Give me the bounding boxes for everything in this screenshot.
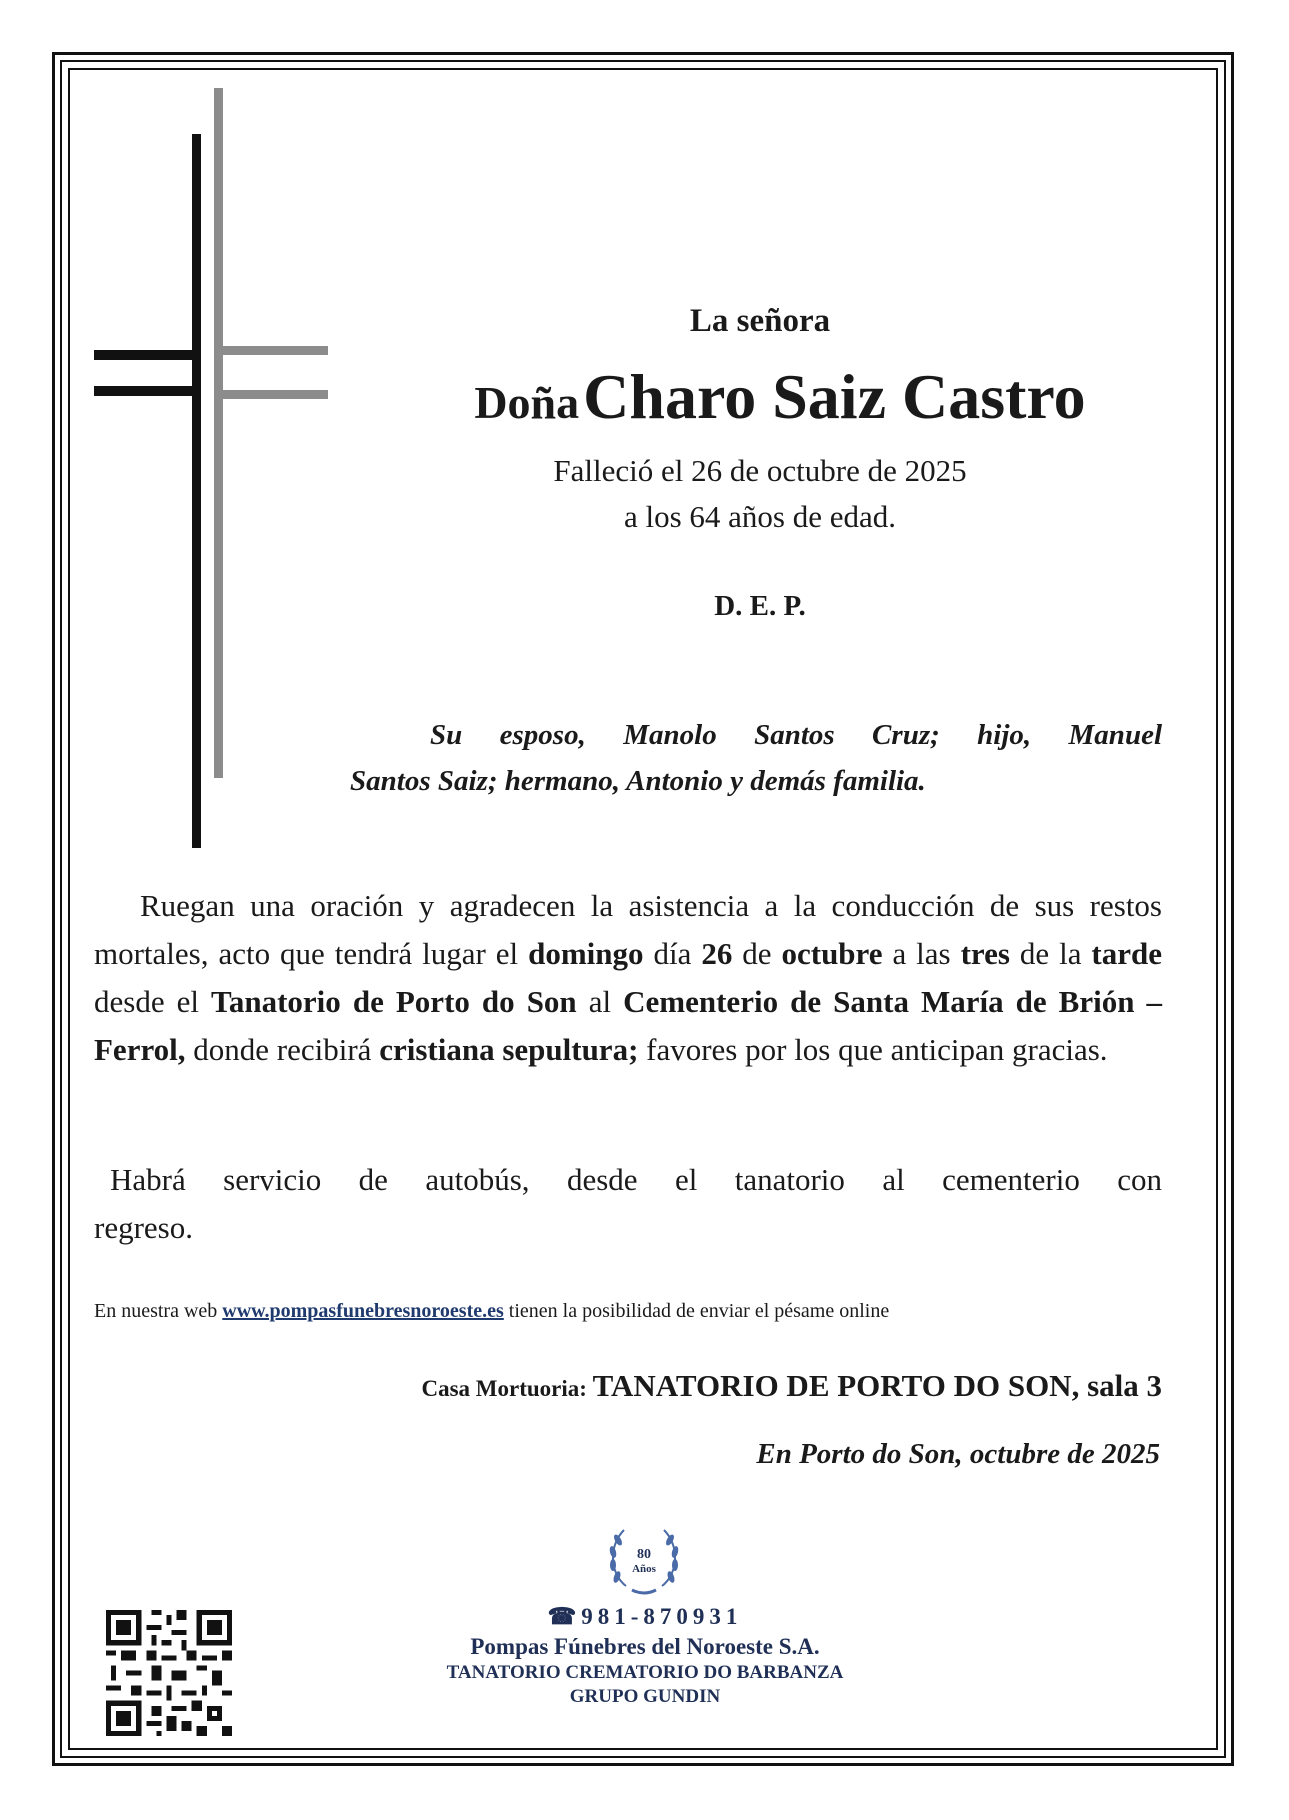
body-text: de (732, 936, 782, 971)
company-name: Pompas Fúnebres del Noroeste S.A. (470, 1634, 820, 1659)
place-date: En Porto do Son, octubre de 2025 (756, 1438, 1160, 1470)
phone-number: 981-870931 (581, 1604, 743, 1629)
website-link[interactable]: www.pompasfunebresnoroeste.es (222, 1300, 504, 1322)
family-line-1: Su esposo, Manolo Santos Cruz; hijo, Manuel (430, 719, 1162, 751)
body-bold: Cementerio de Santa María de Brión – Ferrol, (94, 984, 1162, 1067)
body-text: favores por los que anticipan gracias. (638, 1032, 1108, 1067)
bus-line-1: Habrá servicio de autobús, desde el tanatorio al cementerio con (110, 1162, 1162, 1197)
cross-icon (94, 88, 334, 848)
body-text: Ruegan una oración y agradecen la asistencia a la conducción de sus restos mortales, acto que tendrá lugar el (94, 888, 1162, 971)
anniversary-logo-icon (602, 1520, 686, 1598)
logo-number: 80 (637, 1547, 651, 1562)
dep-text: D. E. P. (714, 590, 806, 622)
body-text: día (643, 936, 702, 971)
body-bold: octubre (781, 936, 883, 971)
body-text: donde recibirá (185, 1032, 380, 1067)
name-prefix: Doña (474, 377, 580, 428)
web-suffix: tienen la posibilidad de enviar el pésame online (503, 1300, 890, 1322)
bus-line-2: regreso. (94, 1210, 193, 1245)
body-text: a las (882, 936, 961, 971)
body-text: al (576, 984, 624, 1019)
casa-value: TANATORIO DE PORTO DO SON, sala 3 (592, 1368, 1162, 1403)
body-text: de la (1009, 936, 1092, 971)
family-line-2: Santos Saiz; hermano, Antonio y demás familia. (350, 765, 926, 797)
body-text: desde el (94, 984, 212, 1019)
casa-label: Casa Mortuoria: (421, 1376, 593, 1401)
logo-word: Años (632, 1563, 656, 1575)
death-date: Falleció el 26 de octubre de 2025 (553, 453, 967, 488)
company-footer (340, 1604, 950, 1708)
title-small: La señora (689, 303, 831, 339)
casa-mortuoria (240, 1368, 1162, 1404)
death-info (420, 448, 1100, 540)
phone-line (340, 1604, 950, 1630)
body-bold: Tanatorio de Porto do Son (211, 984, 577, 1019)
main-paragraph (94, 882, 1162, 1074)
web-notice (94, 1300, 1162, 1323)
bus-paragraph (94, 1156, 1162, 1252)
death-age: a los 64 años de edad. (623, 499, 897, 534)
qr-code-icon[interactable] (106, 1610, 232, 1736)
phone-icon: ☎ (547, 1604, 582, 1629)
family-block (350, 712, 1162, 804)
name-main: Charo Saiz Castro (583, 361, 1086, 432)
body-bold: tarde (1091, 936, 1162, 971)
web-prefix: En nuestra web (94, 1300, 223, 1322)
company-line-2: TANATORIO CREMATORIO DO BARBANZA (446, 1662, 844, 1683)
body-bold: tres (960, 936, 1010, 971)
deceased-name (380, 360, 1180, 434)
company-line-3: GRUPO GUNDIN (569, 1686, 721, 1707)
body-bold: cristiana sepultura; (379, 1032, 639, 1067)
body-bold: 26 (701, 936, 733, 971)
body-bold: domingo (528, 936, 644, 971)
